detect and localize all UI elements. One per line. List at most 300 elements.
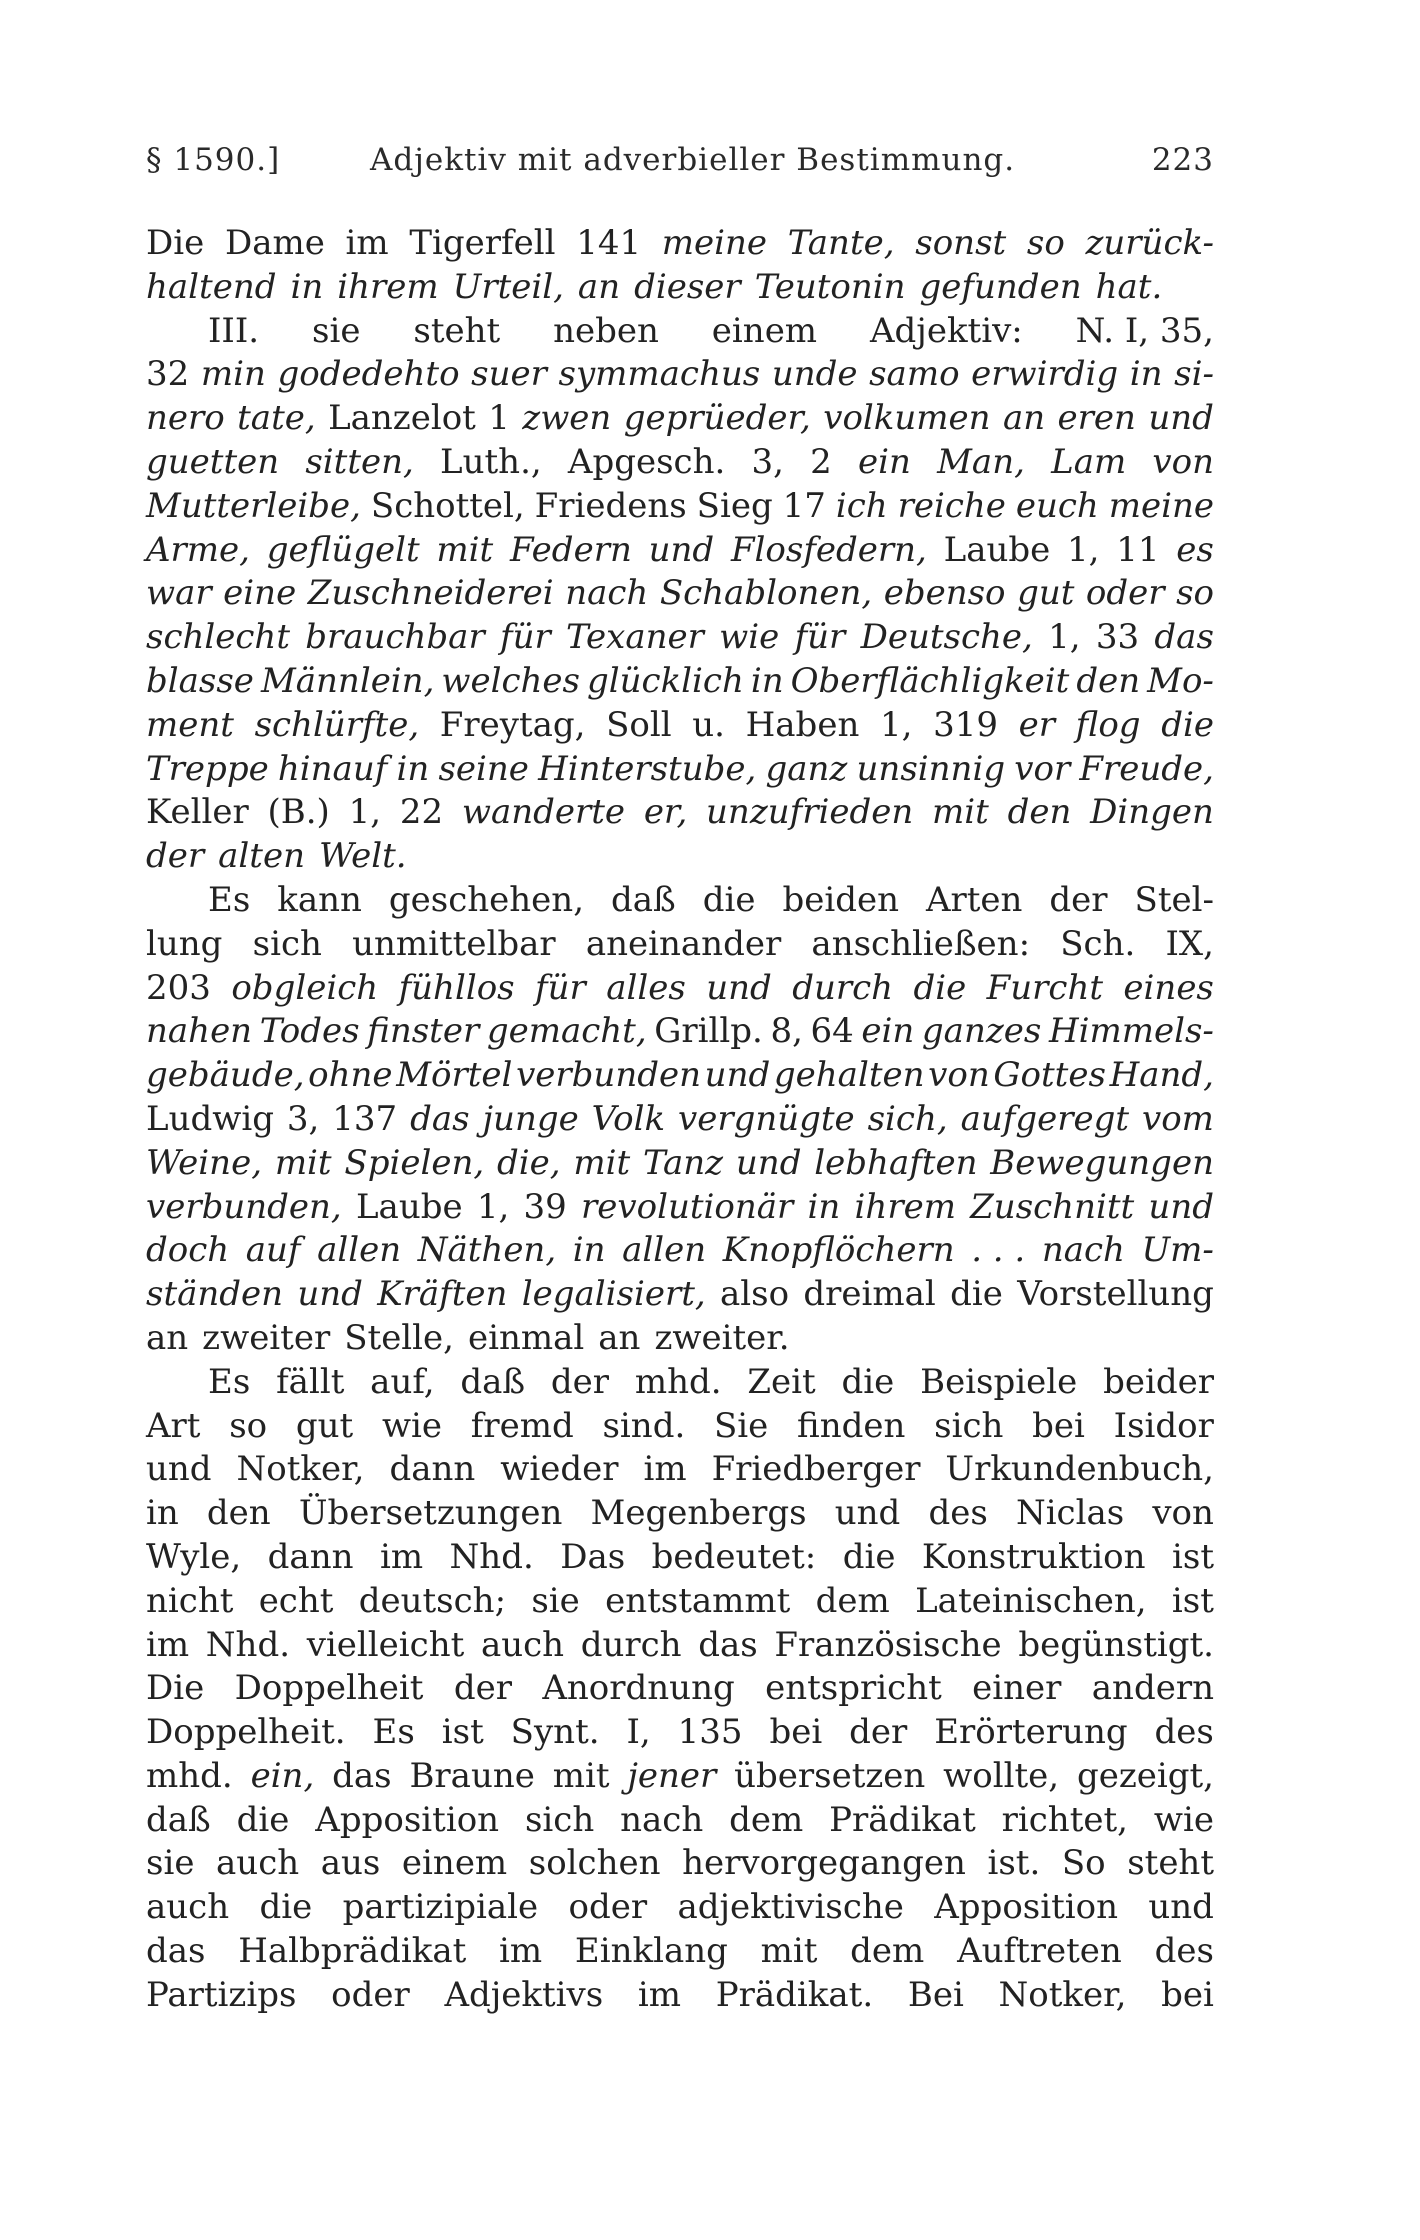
- word: Doppelheit.: [146, 1712, 346, 1753]
- italic-word: und: [735, 1142, 802, 1183]
- italic-word: in: [750, 660, 784, 701]
- italic-word: das: [410, 1098, 470, 1139]
- word: einmal: [468, 1317, 585, 1358]
- text-line: [146, 1405, 1214, 1449]
- text-line: [146, 660, 1214, 704]
- italic-word: Mo-: [1147, 660, 1214, 701]
- italic-word: lebhaften: [814, 1142, 978, 1183]
- italic-word: tate,: [237, 398, 316, 439]
- word: mhd.: [146, 1755, 233, 1796]
- word: Arten: [925, 879, 1023, 920]
- italic-word: gehalten: [773, 1055, 925, 1096]
- word: Beispiele: [920, 1361, 1078, 1402]
- word: die: [236, 1799, 290, 1840]
- italic-word: zwen: [522, 398, 612, 439]
- italic-word: und: [648, 529, 715, 570]
- italic-word: Weine,: [146, 1142, 262, 1183]
- italic-word: obgleich: [231, 967, 379, 1008]
- word: der: [849, 1712, 908, 1753]
- word: Apposition: [315, 1799, 500, 1840]
- word: Es: [208, 1361, 251, 1402]
- italic-word: . . .: [971, 1230, 1026, 1271]
- text-line: [146, 1711, 1214, 1755]
- italic-word: Hand,: [1109, 1055, 1214, 1096]
- word: dem: [729, 1799, 804, 1840]
- italic-word: und: [1148, 398, 1214, 439]
- italic-word: Bewegungen: [990, 1142, 1214, 1183]
- text-line: [146, 1755, 1214, 1799]
- italic-word: nero: [146, 398, 225, 439]
- italic-word: meine: [1108, 485, 1214, 526]
- word: lung: [146, 923, 223, 964]
- word: hervorgegangen: [682, 1843, 966, 1884]
- word: 1,: [880, 704, 913, 745]
- word: beiden: [782, 879, 899, 920]
- italic-word: ihrem: [854, 1186, 956, 1227]
- italic-word: blasse: [146, 660, 254, 701]
- word: Laube: [943, 529, 1051, 570]
- word: 319: [933, 704, 998, 745]
- word: Soll: [606, 704, 672, 745]
- italic-word: Urteil,: [452, 266, 564, 307]
- word: kann: [277, 879, 362, 920]
- word: 2: [810, 441, 832, 482]
- italic-word: junge: [482, 1098, 579, 1139]
- word: 137: [332, 1098, 398, 1139]
- italic-word: sich,: [867, 1098, 948, 1139]
- italic-word: ständen: [146, 1274, 284, 1315]
- word: sie: [146, 1843, 195, 1884]
- word: 1: [488, 398, 510, 439]
- italic-word: fühllos: [398, 967, 515, 1008]
- word: Notker,: [998, 1974, 1127, 2015]
- italic-word: in: [396, 748, 430, 789]
- word: 3,: [286, 1098, 320, 1139]
- text-line: [146, 967, 1214, 1011]
- italic-word: an: [1002, 398, 1046, 439]
- word: Nhd.: [449, 1536, 534, 1577]
- word: dann: [267, 1536, 354, 1577]
- word: 8,: [770, 1011, 803, 1052]
- word: auch: [146, 1887, 230, 1928]
- italic-word: von: [1152, 441, 1214, 482]
- word: Übersetzungen: [298, 1493, 563, 1534]
- word: an: [598, 1317, 641, 1358]
- word: Doppelheit: [234, 1668, 424, 1709]
- text-line: [146, 353, 1214, 397]
- italic-word: den: [1007, 792, 1072, 833]
- word: IX,: [1165, 923, 1214, 964]
- word: auch: [480, 1624, 565, 1665]
- word: 64: [810, 1011, 854, 1052]
- word: solchen: [528, 1843, 661, 1884]
- word: 11: [1116, 529, 1160, 570]
- word: Braune: [409, 1755, 535, 1796]
- italic-word: so: [1176, 573, 1214, 614]
- italic-word: in: [1129, 354, 1163, 395]
- italic-word: wie: [719, 617, 780, 658]
- italic-word: er: [1018, 704, 1056, 745]
- text-line: [146, 1010, 1214, 1054]
- word: Luth.,: [440, 441, 542, 482]
- word: Stel-: [1134, 879, 1214, 920]
- word: nicht: [146, 1580, 234, 1621]
- word: I,: [626, 1712, 651, 1753]
- word: Freytag,: [439, 704, 586, 745]
- italic-word: mit: [573, 1142, 631, 1183]
- running-title: Adjektiv mit adverbieller Bestimmung.: [370, 142, 1016, 178]
- italic-word: Lam: [1051, 441, 1127, 482]
- italic-word: es: [1176, 529, 1214, 570]
- italic-word: und: [297, 1274, 363, 1315]
- word: Lateinischen,: [915, 1580, 1147, 1621]
- word: Keller: [146, 792, 249, 833]
- italic-word: die: [1161, 704, 1214, 745]
- italic-word: Dingen: [1090, 792, 1214, 833]
- italic-word: reiche: [897, 485, 1006, 526]
- italic-word: verbunden,: [146, 1186, 342, 1227]
- word: bei: [769, 1712, 823, 1753]
- word: der: [453, 1668, 512, 1709]
- italic-word: Man,: [937, 441, 1025, 482]
- word: beider: [1103, 1361, 1214, 1402]
- word: im: [499, 1931, 543, 1972]
- word: finden: [797, 1405, 906, 1446]
- italic-word: auf: [245, 1230, 301, 1271]
- italic-word: revolutionär: [581, 1186, 794, 1227]
- word: Friedens: [534, 485, 687, 526]
- italic-word: Volk: [591, 1098, 666, 1139]
- italic-word: in: [807, 1186, 841, 1227]
- italic-word: und: [704, 1055, 771, 1096]
- word: sich: [934, 1405, 1004, 1446]
- word: begünstigt.: [1018, 1624, 1214, 1665]
- word: einem: [711, 310, 818, 351]
- italic-word: hat.: [1095, 266, 1163, 307]
- word: an: [146, 1317, 189, 1358]
- italic-word: volkumen: [823, 398, 991, 439]
- text-line: [146, 791, 1214, 835]
- word: Prädikat.: [715, 1974, 874, 2015]
- word: zweiter: [202, 1317, 331, 1358]
- word: Zeit: [747, 1361, 816, 1402]
- word: mit: [552, 1755, 610, 1796]
- word: ist: [1171, 1580, 1214, 1621]
- italic-word: schlecht: [146, 617, 290, 658]
- word: daß: [610, 879, 676, 920]
- word: 135: [677, 1712, 743, 1753]
- italic-word: Deutsche,: [860, 617, 1033, 658]
- word: Partizips: [146, 1974, 297, 2015]
- word: aus: [320, 1843, 381, 1884]
- word: Adjektiv:: [869, 310, 1023, 351]
- italic-word: flog: [1075, 704, 1141, 745]
- text-line: [146, 441, 1214, 485]
- text-line: [146, 1799, 1214, 1843]
- word: echt: [258, 1580, 334, 1621]
- word: Lanzelot: [328, 398, 476, 439]
- italic-word: suer: [471, 354, 547, 395]
- italic-word: Mörtel: [396, 1055, 513, 1096]
- word: das: [698, 1624, 758, 1665]
- italic-word: gefunden: [919, 266, 1082, 307]
- italic-word: Näthen,: [417, 1230, 557, 1271]
- word: 33: [1095, 617, 1140, 658]
- italic-word: aufgeregt: [960, 1098, 1130, 1139]
- word: Urkundenbuch,: [945, 1449, 1214, 1490]
- word: im: [379, 1536, 424, 1577]
- word: zweiter.: [654, 1317, 790, 1358]
- word: Notker,: [236, 1449, 365, 1490]
- word: III.: [208, 310, 260, 351]
- word: die: [259, 1887, 313, 1928]
- italic-word: Zuschnitt: [970, 1186, 1135, 1227]
- word: vielleicht: [306, 1624, 465, 1665]
- word: daß: [460, 1361, 526, 1402]
- word: Apgesch.: [567, 441, 726, 482]
- text-line: [146, 1229, 1214, 1273]
- italic-word: finster: [367, 1011, 480, 1052]
- word: Prädikat: [829, 1799, 976, 1840]
- italic-word: sonst: [915, 223, 1007, 263]
- word: oder: [568, 1887, 648, 1928]
- italic-word: für: [794, 617, 846, 658]
- word: Art: [146, 1405, 201, 1446]
- italic-word: Welt.: [318, 836, 407, 877]
- word: das: [146, 1931, 206, 1972]
- italic-word: sitten,: [305, 441, 414, 482]
- word: der: [1049, 879, 1108, 920]
- word: Friedberger: [711, 1449, 921, 1490]
- word: Niclas: [1015, 1493, 1125, 1534]
- italic-word: Spielen,: [344, 1142, 485, 1183]
- italic-word: unde: [771, 354, 858, 395]
- word: durch: [580, 1624, 682, 1665]
- word: dann: [389, 1449, 476, 1490]
- italic-word: das: [1154, 617, 1214, 658]
- word: Konstruktion: [921, 1536, 1146, 1577]
- italic-word: oder: [1085, 573, 1165, 614]
- text-line: [146, 1536, 1214, 1580]
- word: die: [702, 879, 756, 920]
- italic-word: alten: [218, 836, 305, 877]
- italic-word: ohne: [308, 1055, 393, 1096]
- italic-word: nahen: [146, 1011, 253, 1052]
- italic-word: brauchbar: [305, 617, 485, 658]
- word: Sie: [714, 1405, 769, 1446]
- word: also: [720, 1274, 790, 1315]
- word: sie: [531, 1580, 580, 1621]
- word: wie: [1153, 1799, 1214, 1840]
- word: des: [928, 1493, 988, 1534]
- italic-word: legalisiert,: [521, 1274, 706, 1315]
- italic-word: von: [928, 1055, 990, 1096]
- word: partizipiale: [342, 1887, 539, 1928]
- italic-word: Teutonin: [754, 266, 906, 307]
- word: das: [332, 1755, 392, 1796]
- text-line: [146, 1186, 1214, 1230]
- word: Bei: [907, 1974, 964, 2015]
- italic-word: allen: [317, 1230, 402, 1271]
- italic-word: Texaner: [566, 617, 704, 658]
- italic-word: ganzes: [921, 1011, 1042, 1052]
- word: wieder: [500, 1449, 619, 1490]
- word: ist.: [987, 1843, 1041, 1884]
- text-line: [146, 748, 1214, 792]
- italic-word: gemacht,: [486, 1011, 647, 1052]
- italic-word: Schablonen,: [659, 573, 873, 614]
- word: aneinander: [585, 923, 782, 964]
- text-line: [146, 1317, 1214, 1361]
- italic-word: hinauf: [277, 748, 388, 789]
- word: 39: [523, 1186, 567, 1227]
- text-line: [146, 616, 1214, 660]
- word: Stelle,: [344, 1317, 454, 1358]
- text-line: [146, 1273, 1214, 1317]
- word: 1,: [1067, 529, 1100, 570]
- text-line: [146, 923, 1214, 967]
- italic-word: vom: [1141, 1098, 1214, 1139]
- word: Sch.: [1060, 923, 1136, 964]
- word: Vorstellung: [1017, 1274, 1214, 1315]
- italic-word: ich: [835, 485, 888, 526]
- word: steht: [1127, 1843, 1214, 1884]
- italic-word: gebäude,: [146, 1055, 305, 1096]
- italic-word: verbunden: [516, 1055, 702, 1096]
- text-line: [146, 222, 1214, 266]
- word: die: [950, 1274, 1003, 1315]
- text-line: [146, 704, 1214, 748]
- word: auch: [216, 1843, 300, 1884]
- word: dem: [850, 1931, 925, 1972]
- text-line: [146, 1054, 1214, 1098]
- italic-word: jener: [627, 1755, 717, 1796]
- word: Es: [208, 879, 251, 920]
- text-line: [146, 1492, 1214, 1536]
- italic-word: nach: [565, 573, 649, 614]
- italic-word: haltend: [146, 266, 277, 307]
- word: adjektivische: [677, 1887, 904, 1928]
- word: 141: [576, 223, 642, 263]
- italic-word: in: [290, 266, 324, 307]
- word: dreimal: [803, 1274, 936, 1315]
- word: gut: [295, 1405, 354, 1446]
- text-line: [146, 1886, 1214, 1930]
- word: des: [1154, 1931, 1214, 1972]
- italic-word: geflügelt: [266, 529, 420, 570]
- word: die: [841, 1361, 895, 1402]
- italic-word: Flosfedern,: [730, 529, 927, 570]
- word: auf,: [370, 1361, 435, 1402]
- word: mit: [760, 1931, 818, 1972]
- italic-word: er,: [643, 792, 688, 833]
- italic-word: alles: [606, 967, 686, 1008]
- word: Erörterung: [934, 1712, 1128, 1753]
- word: 203: [146, 967, 211, 1008]
- running-header: [146, 142, 1214, 192]
- text-line: [146, 1580, 1214, 1624]
- word: bedeutet:: [651, 1536, 817, 1577]
- word: der: [550, 1361, 610, 1402]
- word: Megenbergs: [590, 1493, 807, 1534]
- word: Französische: [774, 1624, 1002, 1665]
- word: unmittelbar: [352, 923, 556, 964]
- italic-word: samo: [869, 354, 960, 395]
- italic-word: unsinnig: [856, 748, 1006, 789]
- italic-word: eren: [1057, 398, 1136, 439]
- italic-word: in: [572, 1230, 606, 1271]
- italic-word: der: [146, 836, 205, 877]
- word: im: [146, 1624, 190, 1665]
- word: Das: [560, 1536, 626, 1577]
- word: ist: [1172, 1536, 1214, 1577]
- word: 1,: [476, 1186, 510, 1227]
- italic-word: euch: [1015, 485, 1099, 526]
- italic-word: mit: [274, 1142, 332, 1183]
- word: entstammt: [605, 1580, 791, 1621]
- word: bei: [1032, 1405, 1085, 1446]
- word: des: [1154, 1712, 1214, 1753]
- italic-word: Männlein,: [260, 660, 435, 701]
- section-reference: § 1590.]: [146, 142, 281, 178]
- word: einer: [972, 1668, 1062, 1709]
- italic-word: für: [535, 967, 586, 1008]
- word: und: [834, 1493, 901, 1534]
- italic-word: unzufrieden: [706, 792, 914, 833]
- word: 17: [782, 485, 826, 526]
- italic-word: Todes: [259, 1011, 360, 1052]
- italic-word: Federn: [509, 529, 632, 570]
- word: 22: [399, 792, 444, 833]
- italic-word: si-: [1174, 354, 1214, 395]
- italic-word: min: [200, 354, 266, 395]
- word: Haben: [745, 704, 860, 745]
- word: (B.): [267, 792, 330, 833]
- word: andern: [1091, 1668, 1214, 1709]
- word: u.: [692, 704, 725, 745]
- word: Ludwig: [146, 1098, 274, 1139]
- word: sie: [312, 310, 361, 351]
- word: im: [643, 1449, 687, 1490]
- word: Adjektivs: [444, 1974, 604, 2015]
- italic-word: Tanz: [642, 1142, 724, 1183]
- italic-word: ebenso: [883, 573, 1006, 614]
- word: anschließen:: [811, 923, 1031, 964]
- italic-word: ihrem: [337, 266, 439, 307]
- text-line: [146, 266, 1214, 310]
- text-line: [146, 1667, 1214, 1711]
- word: Schottel,: [370, 485, 525, 526]
- word: in: [146, 1493, 179, 1534]
- word: so: [229, 1405, 268, 1446]
- word: sich: [524, 1799, 595, 1840]
- italic-word: Oberflächligkeit: [790, 660, 1070, 701]
- word: im: [637, 1974, 682, 2015]
- italic-word: zurück-: [1085, 223, 1214, 263]
- italic-word: vor: [1014, 748, 1071, 789]
- italic-word: gut: [1017, 573, 1075, 614]
- word: 1,: [348, 792, 382, 833]
- word: sind.: [602, 1405, 686, 1446]
- italic-word: seine: [438, 748, 529, 789]
- italic-word: Treppe: [146, 748, 269, 789]
- word: von: [1152, 1493, 1214, 1534]
- body-text: [146, 222, 1214, 2018]
- italic-word: für: [499, 617, 551, 658]
- text-line: [146, 1974, 1214, 2018]
- italic-word: Um-: [1141, 1230, 1214, 1271]
- word: ist: [441, 1712, 484, 1753]
